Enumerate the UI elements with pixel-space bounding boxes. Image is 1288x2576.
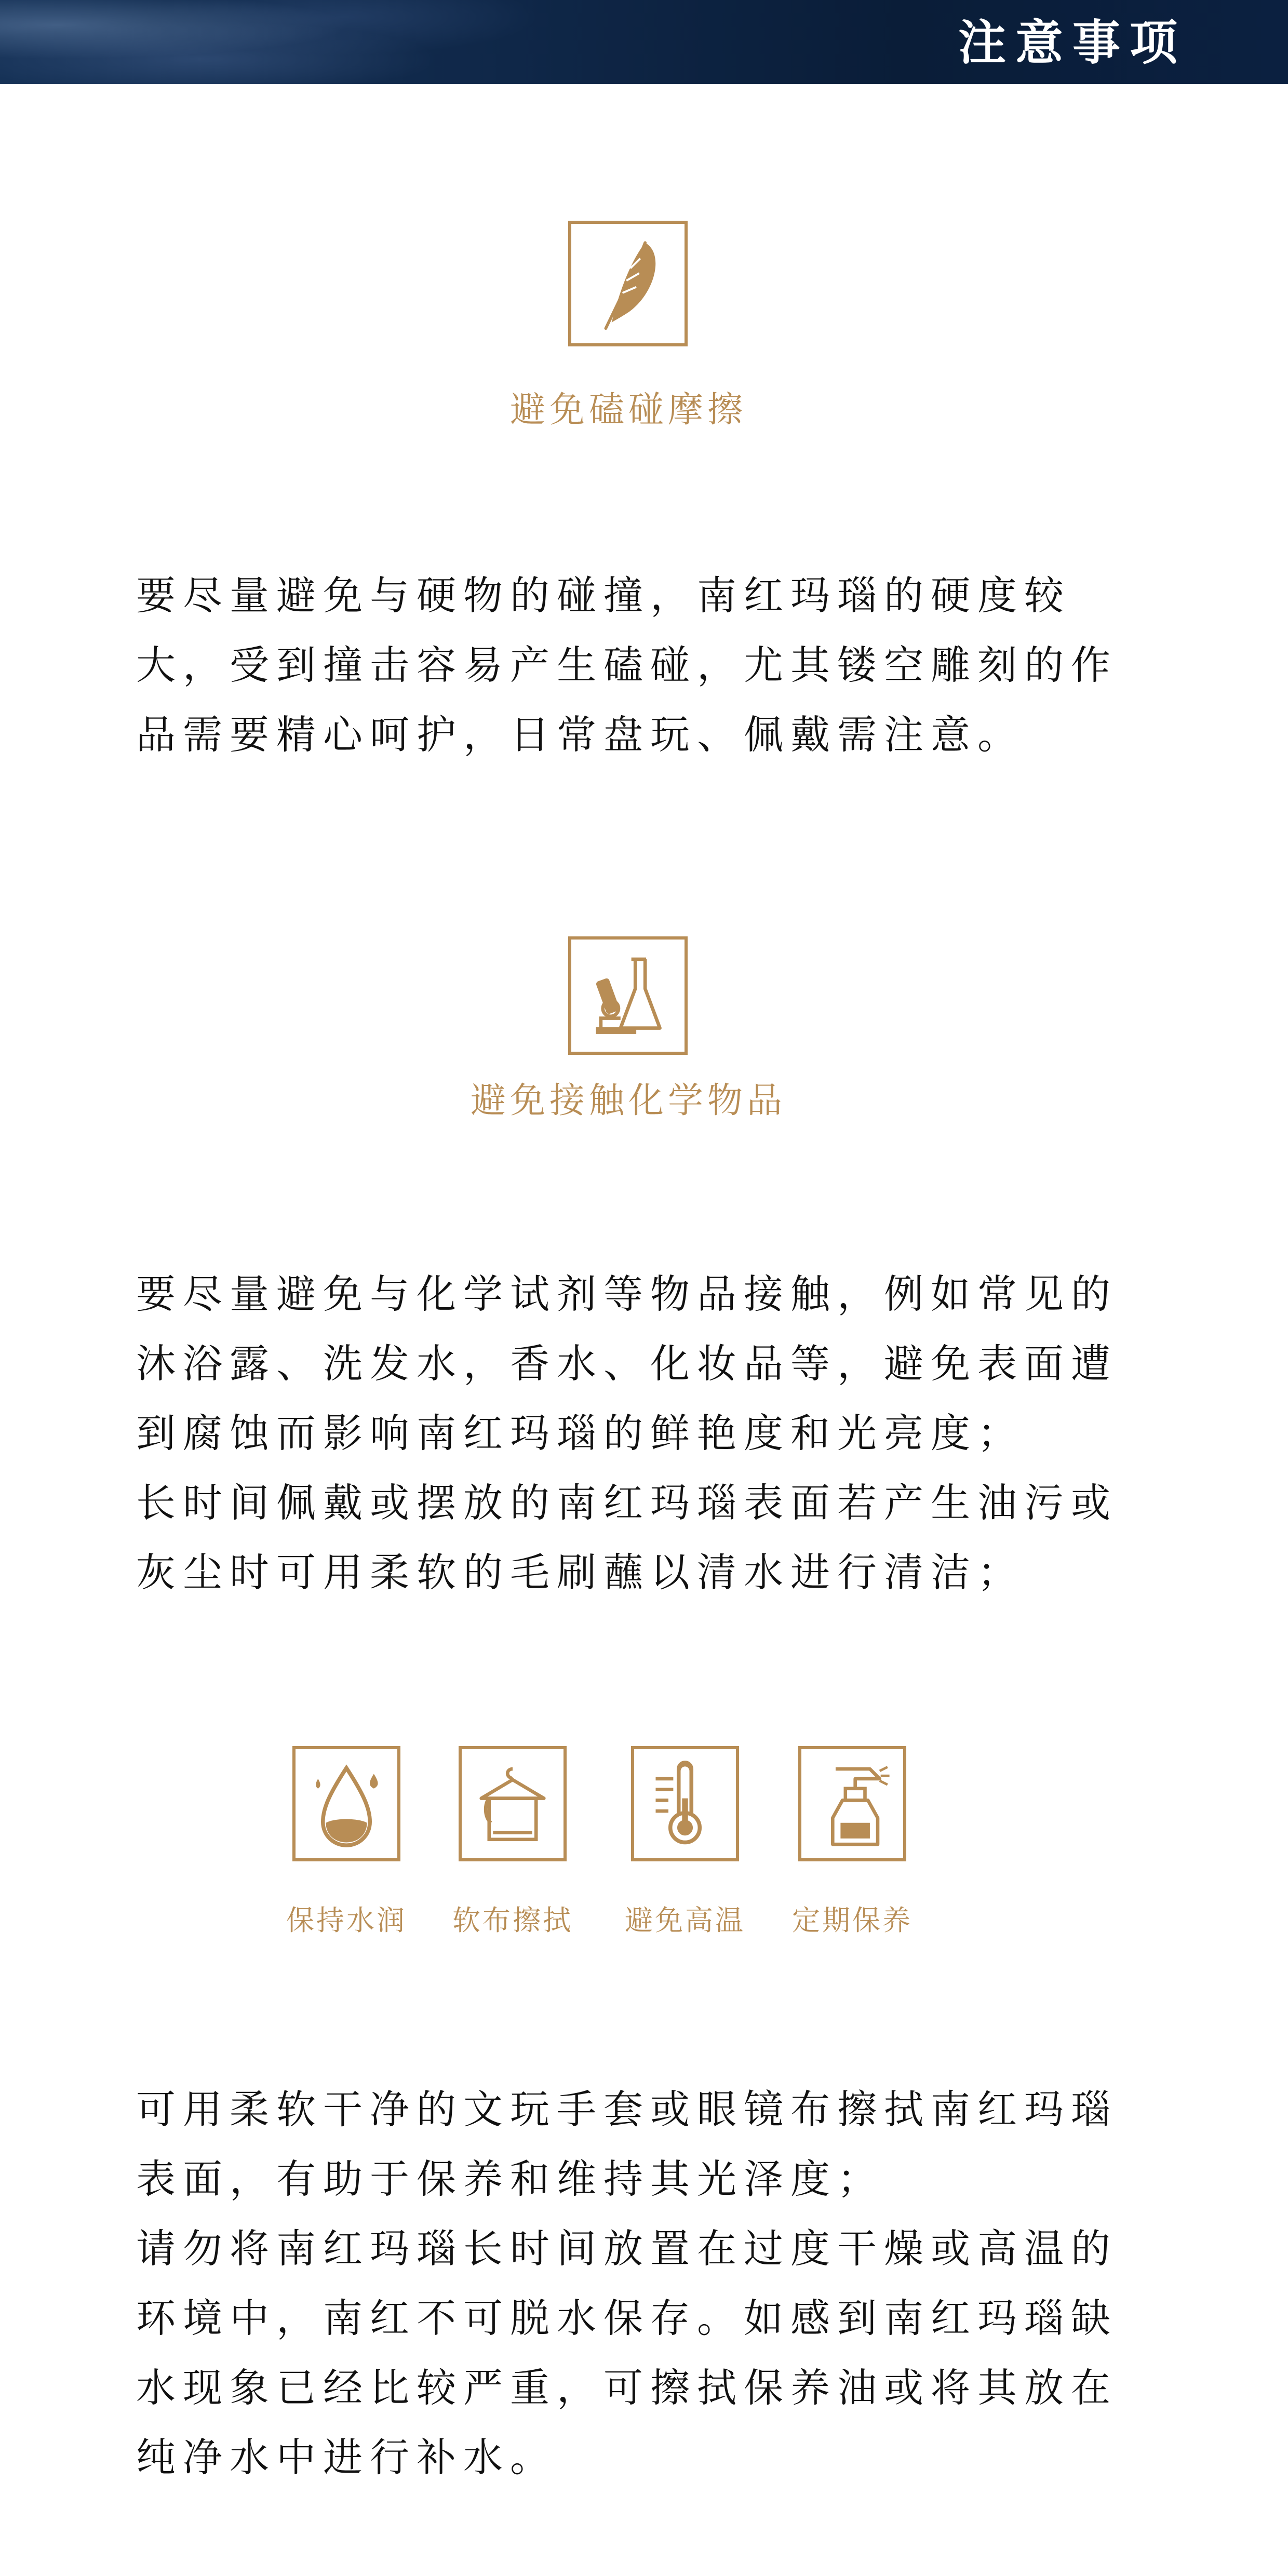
section1-paragraph [136,561,1154,770]
feather-icon [568,221,688,346]
towel-icon [459,1746,567,1861]
chemistry-icon [568,936,688,1055]
care-label-wipe: 软布擦拭 [452,1904,573,1937]
section3-text-1: 可用柔软干净的文玩手套或眼镜布擦拭南红玛瑙表面，有助于保养和维持其光泽度； [136,2086,1118,2202]
section1-text: 要尽量避免与硬物的碰撞，南红玛瑙的硬度较大，受到撞击容易产生磕碰，尤其镂空雕刻的作品需要精心呵护，日常盘玩、佩戴需注意。 [136,572,1118,758]
water-drop-icon [292,1746,400,1861]
spray-bottle-icon [798,1746,906,1861]
thermometer-icon [631,1746,739,1861]
header-banner [0,0,1288,84]
section2-text-1: 要尽量避免与化学试剂等物品接触，例如常见的沐浴露、洗发水，香水、化妆品等，避免表面遭到腐蚀而影响南红玛瑙的鲜艳度和光亮度； [136,1271,1118,1456]
header-texture [0,0,571,84]
section3-paragraph [136,2075,1154,2492]
section1-title: 避免磕碰摩擦 [509,390,747,431]
care-label-heat: 避免高温 [625,1904,745,1937]
section2-title: 避免接触化学物品 [470,1080,786,1121]
section3-text-2: 请勿将南红玛瑙长时间放置在过度干燥或高温的环境中，南红不可脱水保存。如感到南红玛瑙缺水现象已经比较严重，可擦拭保养油或将其放在纯净水中进行补水。 [136,2225,1118,2480]
care-label-maintain: 定期保养 [792,1904,913,1937]
section2-text-2: 长时间佩戴或摆放的南红玛瑙表面若产生油污或灰尘时可用柔软的毛刷蘸以清水进行清洁； [136,1480,1118,1595]
care-label-moisture: 保持水润 [286,1904,407,1937]
section2-paragraph [136,1259,1154,1607]
page-title: 注意事项 [958,15,1187,71]
